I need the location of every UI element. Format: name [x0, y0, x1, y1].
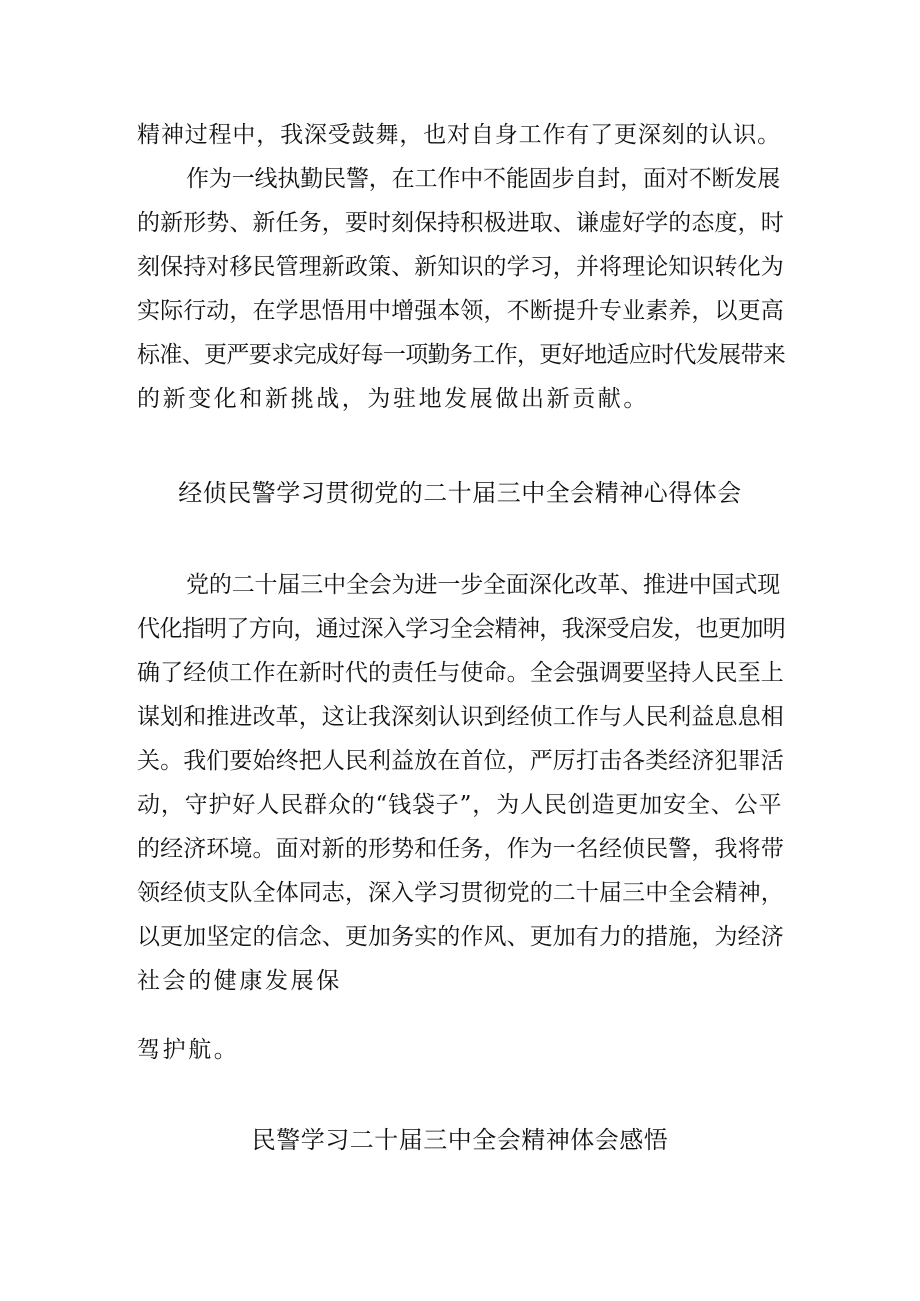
paragraph-line: 确了经侦工作在新时代的责任与使命。全会强调要坚持人民至上	[137, 660, 784, 686]
paragraph-line: 党的二十届三中全会为进一步全面深化改革、推进中国式现	[186, 572, 781, 598]
paragraph-line: 实际行动，在学思悟用中增强本领，不断提升专业素养，以更高	[137, 298, 784, 324]
paragraph-line: 动，守护好人民群众的“钱袋子”，为人民创造更加安全、公平	[137, 792, 783, 818]
paragraph-line: 谋划和推进改革，这让我深刻认识到经侦工作与人民利益息息相	[137, 704, 784, 730]
paragraph-line: 的新变化和新挑战，为驻地发展做出新贡献。	[137, 386, 649, 412]
paragraph-line: 的经济环境。面对新的形势和任务，作为一名经侦民警，我将带	[137, 836, 784, 862]
section-heading: 民警学习二十届三中全会精神体会感悟	[251, 1126, 669, 1154]
paragraph-line: 精神过程中，我深受鼓舞，也对自身工作有了更深刻的认识。	[137, 122, 781, 148]
paragraph-line: 的新形势、新任务，要时刻保持积极进取、谦虚好学的态度，时	[137, 210, 784, 236]
paragraph-line: 作为一线执勤民警，在工作中不能固步自封，面对不断发展	[186, 166, 781, 192]
paragraph-line: 刻保持对移民管理新政策、新知识的学习，并将理论知识转化为	[137, 254, 784, 280]
paragraph-line: 关。我们要始终把人民利益放在首位，严厉打击各类经济犯罪活	[137, 748, 784, 774]
paragraph-line: 领经侦支队全体同志，深入学习贯彻党的二十届三中全会精神，	[137, 880, 784, 906]
section-heading: 经侦民警学习贯彻党的二十届三中全会精神心得体会	[178, 479, 742, 507]
paragraph-line: 代化指明了方向，通过深入学习全会精神，我深受启发，也更加明	[137, 616, 786, 642]
paragraph-line: 社会的健康发展保	[137, 968, 342, 994]
paragraph-line: 驾护航。	[137, 1037, 240, 1063]
paragraph-line: 以更加坚定的信念、更加务实的作风、更加有力的措施，为经济	[137, 924, 784, 950]
paragraph-line: 标准、更严要求完成好每一项勤务工作，更好地适应时代发展带来	[137, 342, 786, 368]
